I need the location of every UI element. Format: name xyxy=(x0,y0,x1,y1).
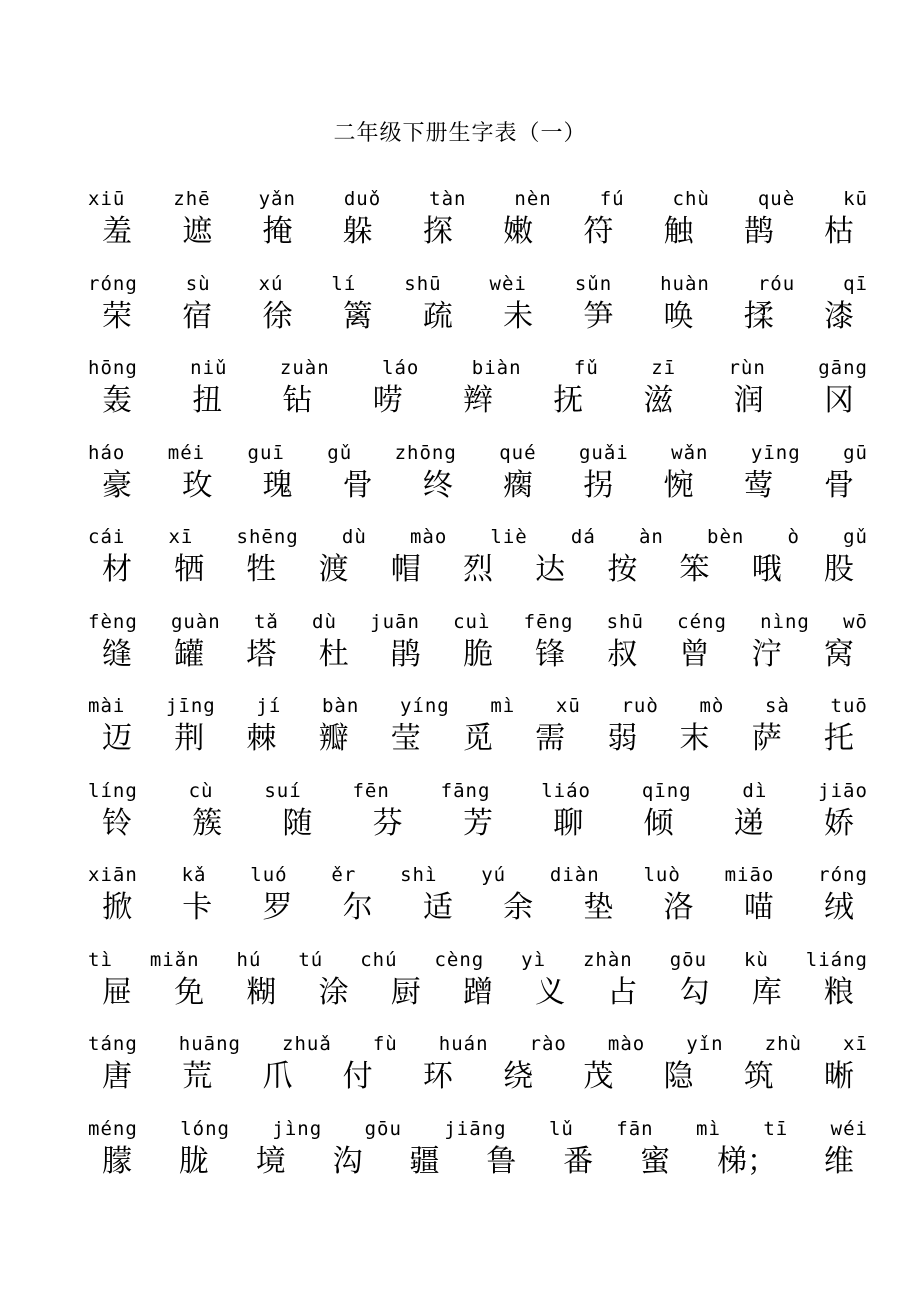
hanzi-character: 掀 xyxy=(102,890,132,925)
pinyin: sà xyxy=(764,695,790,717)
hanzi-character: 萨 xyxy=(751,721,782,756)
pinyin: jí xyxy=(256,695,282,717)
pinyin: gōu xyxy=(364,1117,402,1140)
hanzi-character: 铃 xyxy=(102,805,132,841)
pinyin: zhuǎ xyxy=(282,1033,332,1055)
pinyin: ruò xyxy=(621,695,659,717)
hanzi-character: 洛 xyxy=(663,890,694,925)
hanzi-character: 卡 xyxy=(182,890,213,925)
hanzi-line xyxy=(88,212,868,252)
hanzi-character: 轰 xyxy=(102,383,132,418)
hanzi-character: 觅 xyxy=(462,721,493,756)
pinyin: yì xyxy=(521,948,547,971)
hanzi-character: 达 xyxy=(535,552,566,587)
hanzi-character: 按 xyxy=(607,552,638,587)
pinyin: luó xyxy=(250,864,288,886)
pinyin: cuì xyxy=(453,610,491,633)
hanzi-character: 牲 xyxy=(246,552,277,587)
pinyin: táng xyxy=(88,1033,138,1055)
hanzi-character: 抚 xyxy=(553,383,584,418)
pinyin-line xyxy=(88,271,868,297)
hanzi-character: 迈 xyxy=(102,721,132,756)
pinyin: kù xyxy=(743,948,769,971)
hanzi-character: 爪 xyxy=(262,1059,293,1094)
hanzi-character: 勾 xyxy=(679,974,710,1010)
character-row xyxy=(88,693,868,773)
pinyin: cèng xyxy=(434,948,485,971)
hanzi-character: 番 xyxy=(563,1143,594,1179)
pinyin-line xyxy=(88,186,868,212)
pinyin: cù xyxy=(188,779,214,802)
pinyin: liáng xyxy=(805,948,868,971)
pinyin: diàn xyxy=(549,864,600,886)
character-row xyxy=(88,271,868,351)
pinyin: céng xyxy=(677,610,727,633)
pinyin: fù xyxy=(372,1033,398,1055)
pinyin: yú xyxy=(481,864,507,886)
hanzi-character: 芬 xyxy=(372,805,403,841)
hanzi-character: 递 xyxy=(733,805,764,841)
hanzi-character: 荆 xyxy=(174,721,205,756)
hanzi-character: 豪 xyxy=(102,467,132,503)
pinyin: tàn xyxy=(429,188,467,210)
pinyin: zhù xyxy=(764,1033,802,1055)
pinyin-line xyxy=(88,609,868,635)
hanzi-character: 材 xyxy=(102,552,132,587)
pinyin: ò xyxy=(787,526,800,548)
pinyin: hú xyxy=(236,948,262,971)
hanzi-character: 缝 xyxy=(102,636,132,672)
hanzi-character: 窝 xyxy=(823,636,854,672)
hanzi-character: 免 xyxy=(174,974,205,1010)
hanzi-character: 晰 xyxy=(823,1059,854,1094)
pinyin: wèi xyxy=(489,272,527,295)
pinyin: huán xyxy=(438,1033,489,1055)
hanzi-line xyxy=(88,466,868,506)
pinyin: láo xyxy=(382,357,420,379)
pinyin: sù xyxy=(185,272,211,295)
character-row xyxy=(88,862,868,942)
character-row xyxy=(88,355,868,435)
hanzi-character: 荣 xyxy=(102,298,132,334)
pinyin-line xyxy=(88,778,868,804)
pinyin: mào xyxy=(607,1033,646,1055)
pinyin: tú xyxy=(298,948,324,971)
pinyin: gōu xyxy=(669,948,708,971)
pinyin-line xyxy=(88,862,868,888)
hanzi-character: 沟 xyxy=(332,1143,363,1179)
hanzi-character: 唠 xyxy=(372,383,403,418)
pinyin: fú xyxy=(599,188,625,210)
pinyin: dù xyxy=(312,610,337,633)
hanzi-character: 玫 xyxy=(182,467,213,503)
pinyin: fēng xyxy=(523,610,574,633)
hanzi-character: 需 xyxy=(535,721,566,756)
hanzi-character: 塔 xyxy=(246,636,277,672)
hanzi-line xyxy=(88,381,868,421)
character-row xyxy=(88,1116,868,1196)
pinyin: yíng xyxy=(399,695,450,717)
hanzi-character: 羞 xyxy=(102,214,132,249)
hanzi-character: 垫 xyxy=(583,890,614,925)
pinyin: róng xyxy=(818,864,868,886)
pinyin: rùn xyxy=(728,357,766,379)
hanzi-character: 扭 xyxy=(192,383,223,418)
pinyin: shì xyxy=(400,864,438,886)
character-row xyxy=(88,524,868,604)
hanzi-character: 曾 xyxy=(679,636,710,672)
hanzi-character: 哦 xyxy=(751,552,782,587)
pinyin-line xyxy=(88,355,868,381)
pinyin: miāo xyxy=(724,864,775,886)
pinyin: guǎi xyxy=(578,441,629,464)
pinyin: gū xyxy=(843,441,868,464)
hanzi-character: 芳 xyxy=(463,805,493,841)
pinyin: ěr xyxy=(331,864,357,886)
pinyin: qué xyxy=(499,441,537,464)
pinyin: bàn xyxy=(321,695,360,717)
hanzi-character: 喵 xyxy=(743,890,774,925)
hanzi-line xyxy=(88,1142,868,1182)
pinyin: wéi xyxy=(830,1117,868,1140)
hanzi-line xyxy=(88,804,868,844)
hanzi-character: 罗 xyxy=(262,890,293,925)
pinyin: nèn xyxy=(514,188,552,210)
hanzi-character: 库 xyxy=(751,974,782,1010)
hanzi-line xyxy=(88,888,868,928)
pinyin: róu xyxy=(757,272,796,295)
hanzi-character: 辫 xyxy=(463,383,493,418)
hanzi-character: 渡 xyxy=(318,552,349,587)
pinyin: mò xyxy=(699,695,725,717)
pinyin: lóng xyxy=(180,1117,230,1140)
hanzi-character: 疆 xyxy=(409,1143,440,1179)
pinyin: xiān xyxy=(88,864,138,886)
pinyin: luò xyxy=(643,864,681,886)
pinyin-line xyxy=(88,1116,868,1142)
pinyin: biàn xyxy=(471,357,522,379)
hanzi-character: 莺 xyxy=(743,467,774,503)
hanzi-character: 躲 xyxy=(342,214,373,249)
pinyin: xī xyxy=(842,1033,868,1055)
pinyin: qīng xyxy=(641,779,692,802)
hanzi-character: 徐 xyxy=(262,298,293,334)
hanzi-character: 探 xyxy=(422,214,453,249)
pinyin: hōng xyxy=(88,357,138,379)
pinyin: méi xyxy=(167,441,206,464)
pinyin: guàn xyxy=(170,610,221,633)
hanzi-character: 宿 xyxy=(182,298,213,334)
pinyin: miǎn xyxy=(149,948,200,971)
pinyin: xiū xyxy=(88,188,126,210)
pinyin: shū xyxy=(606,610,644,633)
hanzi-character: 粮 xyxy=(823,974,854,1010)
pinyin: tǎ xyxy=(253,610,279,633)
hanzi-character: 篱 xyxy=(342,298,373,334)
pinyin: zī xyxy=(651,357,677,379)
pinyin: háo xyxy=(88,441,126,464)
pinyin: jīng xyxy=(165,695,216,717)
pinyin: tuō xyxy=(830,695,868,717)
pinyin: suí xyxy=(264,779,302,802)
hanzi-character: 茂 xyxy=(583,1059,614,1094)
hanzi-character: 瑰 xyxy=(262,467,293,503)
pinyin: zhàn xyxy=(582,948,633,971)
hanzi-character: 冈 xyxy=(824,383,854,418)
hanzi-character: 惋 xyxy=(663,467,694,503)
hanzi-character: 笋 xyxy=(583,298,614,334)
pinyin: wǎn xyxy=(671,441,709,464)
pinyin: xú xyxy=(258,272,284,295)
hanzi-character: 鲁 xyxy=(486,1143,517,1179)
pinyin: jiāo xyxy=(818,779,868,802)
pinyin: chú xyxy=(360,948,398,971)
pinyin: mì xyxy=(696,1117,721,1140)
pinyin: huāng xyxy=(178,1033,241,1055)
pinyin: yǎn xyxy=(258,188,296,210)
character-row xyxy=(88,609,868,689)
pinyin: jìng xyxy=(272,1117,323,1140)
hanzi-character: 厨 xyxy=(390,974,421,1010)
pinyin: lǔ xyxy=(548,1117,574,1140)
hanzi-character: 维 xyxy=(823,1143,854,1179)
hanzi-character: 胧 xyxy=(178,1143,209,1179)
pinyin: qī xyxy=(843,272,868,295)
pinyin: dù xyxy=(341,526,367,548)
hanzi-character: 鹊 xyxy=(743,214,774,249)
hanzi-character: 唐 xyxy=(102,1059,132,1094)
pinyin: dì xyxy=(742,779,768,802)
pinyin: cái xyxy=(88,526,126,548)
hanzi-character: 拐 xyxy=(583,467,614,503)
pinyin: zuàn xyxy=(279,357,330,379)
hanzi-character: 梯； xyxy=(717,1143,777,1179)
hanzi-character: 境 xyxy=(255,1143,286,1179)
hanzi-character: 嫩 xyxy=(503,214,534,249)
hanzi-character: 蹭 xyxy=(462,974,493,1010)
pinyin: mì xyxy=(490,695,516,717)
hanzi-character: 聊 xyxy=(553,805,584,841)
hanzi-character: 棘 xyxy=(246,721,277,756)
hanzi-character: 筑 xyxy=(743,1059,774,1094)
hanzi-character: 朦 xyxy=(102,1143,132,1179)
hanzi-character: 倾 xyxy=(643,805,674,841)
hanzi-character: 脆 xyxy=(462,636,493,672)
hanzi-character: 随 xyxy=(282,805,313,841)
hanzi-character: 莹 xyxy=(390,721,421,756)
pinyin: guī xyxy=(247,441,285,464)
hanzi-character: 帽 xyxy=(390,552,421,587)
pinyin: juān xyxy=(370,610,420,633)
hanzi-character: 义 xyxy=(535,974,566,1010)
hanzi-character: 荒 xyxy=(182,1059,213,1094)
hanzi-character: 隐 xyxy=(663,1059,694,1094)
page-title: 二年级下册生字表（一） xyxy=(333,121,587,146)
hanzi-line xyxy=(88,550,868,590)
hanzi-character: 枯 xyxy=(823,214,854,249)
hanzi-line xyxy=(88,719,868,759)
character-row xyxy=(88,947,868,1027)
pinyin: chù xyxy=(672,188,710,210)
hanzi-character: 末 xyxy=(679,721,710,756)
pinyin: sǔn xyxy=(574,272,613,295)
pinyin: liè xyxy=(490,526,528,548)
hanzi-character: 适 xyxy=(422,890,453,925)
pinyin: fèng xyxy=(88,610,138,633)
pinyin: liáo xyxy=(541,779,591,802)
hanzi-character: 揉 xyxy=(743,298,774,334)
hanzi-character: 绒 xyxy=(823,890,854,925)
hanzi-line xyxy=(88,1057,868,1097)
hanzi-character: 疏 xyxy=(422,298,453,334)
hanzi-character: 弱 xyxy=(607,721,638,756)
pinyin: zhē xyxy=(173,188,211,210)
pinyin: gāng xyxy=(818,357,868,379)
character-row xyxy=(88,440,868,520)
hanzi-character: 泞 xyxy=(751,636,782,672)
hanzi-character: 瓣 xyxy=(318,721,349,756)
hanzi-character: 掩 xyxy=(262,214,293,249)
hanzi-character: 唤 xyxy=(663,298,694,334)
hanzi-character: 锋 xyxy=(535,636,566,672)
pinyin: huàn xyxy=(660,272,710,295)
hanzi-character: 簇 xyxy=(192,805,223,841)
hanzi-character: 牺 xyxy=(174,552,205,587)
hanzi-character: 屉 xyxy=(102,974,132,1010)
pinyin: xī xyxy=(168,526,194,548)
hanzi-character: 骨 xyxy=(342,467,373,503)
hanzi-character: 终 xyxy=(422,467,453,503)
hanzi-character: 漆 xyxy=(823,298,854,334)
pinyin: gǔ xyxy=(843,526,868,548)
hanzi-character: 瘸 xyxy=(503,467,534,503)
character-row xyxy=(88,1031,868,1111)
hanzi-character: 余 xyxy=(503,890,534,925)
pinyin: àn xyxy=(638,526,664,548)
hanzi-character: 笨 xyxy=(679,552,710,587)
hanzi-character: 付 xyxy=(342,1059,373,1094)
pinyin: róng xyxy=(88,272,138,295)
hanzi-character: 娇 xyxy=(824,805,854,841)
pinyin: shēng xyxy=(236,526,299,548)
hanzi-character: 罐 xyxy=(174,636,205,672)
pinyin: rào xyxy=(529,1033,567,1055)
pinyin: dá xyxy=(570,526,596,548)
pinyin: kū xyxy=(843,188,868,210)
pinyin-line xyxy=(88,1031,868,1057)
pinyin-line xyxy=(88,947,868,973)
hanzi-character: 涂 xyxy=(318,974,349,1010)
pinyin-line xyxy=(88,693,868,719)
hanzi-character: 叔 xyxy=(607,636,638,672)
character-row xyxy=(88,778,868,858)
hanzi-character: 杜 xyxy=(318,636,349,672)
pinyin: gǔ xyxy=(327,441,353,464)
pinyin: xū xyxy=(555,695,581,717)
pinyin-line xyxy=(88,440,868,466)
pinyin: tì xyxy=(88,948,113,971)
hanzi-character: 钻 xyxy=(282,383,313,418)
pinyin: fǔ xyxy=(573,357,599,379)
hanzi-character: 占 xyxy=(607,974,638,1010)
pinyin: nìng xyxy=(760,610,810,633)
pinyin: yǐn xyxy=(686,1033,724,1055)
pinyin: fēn xyxy=(352,779,390,802)
pinyin: mào xyxy=(409,526,448,548)
pinyin: líng xyxy=(88,779,138,802)
hanzi-character: 尔 xyxy=(342,890,373,925)
pinyin: fāng xyxy=(440,779,491,802)
hanzi-character: 糊 xyxy=(246,974,277,1010)
pinyin: niǔ xyxy=(190,357,228,379)
hanzi-line xyxy=(88,297,868,337)
pinyin: zhōng xyxy=(394,441,457,464)
pinyin: duǒ xyxy=(343,188,382,210)
hanzi-character: 托 xyxy=(823,721,854,756)
pinyin: tī xyxy=(763,1117,789,1140)
pinyin: méng xyxy=(88,1117,138,1140)
hanzi-line xyxy=(88,635,868,675)
pinyin: mài xyxy=(88,695,126,717)
hanzi-line xyxy=(88,973,868,1013)
hanzi-character: 触 xyxy=(663,214,694,249)
hanzi-character: 符 xyxy=(583,214,614,249)
hanzi-character: 股 xyxy=(823,552,854,587)
pinyin: yīng xyxy=(750,441,801,464)
pinyin-line xyxy=(88,524,868,550)
pinyin: kǎ xyxy=(181,864,207,886)
character-row xyxy=(88,186,868,266)
hanzi-character: 遮 xyxy=(182,214,213,249)
pinyin: jiāng xyxy=(444,1117,507,1140)
hanzi-character: 鹃 xyxy=(390,636,421,672)
pinyin: què xyxy=(757,188,796,210)
hanzi-character: 烈 xyxy=(462,552,493,587)
hanzi-character: 环 xyxy=(422,1059,453,1094)
hanzi-character: 未 xyxy=(503,298,534,334)
pinyin: shū xyxy=(404,272,442,295)
pinyin: bèn xyxy=(707,526,745,548)
hanzi-character: 蜜 xyxy=(640,1143,671,1179)
hanzi-character: 润 xyxy=(733,383,764,418)
hanzi-character: 绕 xyxy=(503,1059,534,1094)
hanzi-character: 骨 xyxy=(823,467,854,503)
pinyin: fān xyxy=(616,1117,654,1140)
pinyin: lí xyxy=(331,272,357,295)
pinyin: wō xyxy=(843,610,868,633)
hanzi-character: 滋 xyxy=(643,383,674,418)
